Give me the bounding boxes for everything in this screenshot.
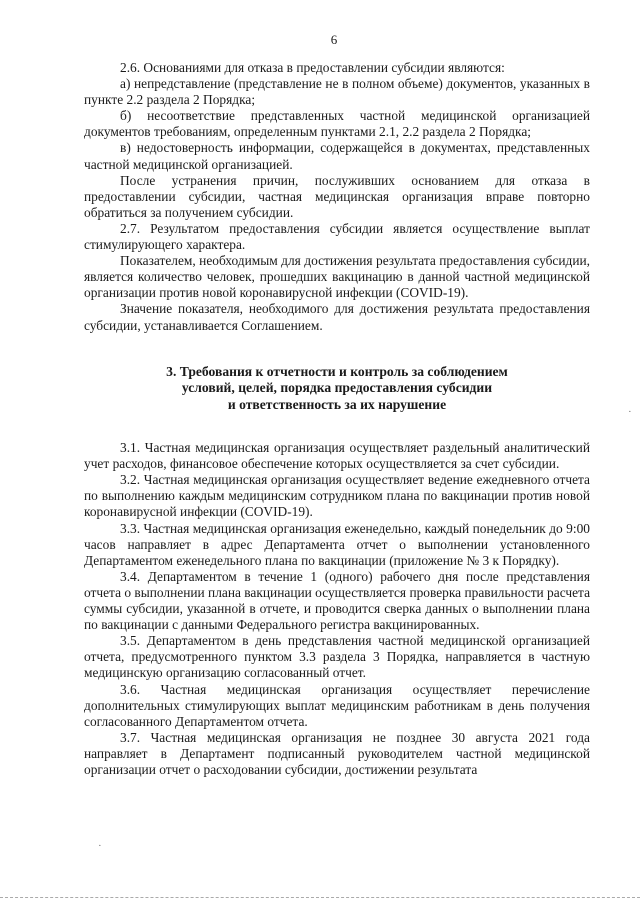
paragraph-2-6: 2.6. Основаниями для отказа в предоставлении субсидии являются: bbox=[120, 60, 505, 75]
scan-edge-line bbox=[0, 897, 640, 899]
paragraph-3-7: 3.7. Частная медицинская организация не позднее 30 августа 2021 года направляет в Департамент подписанный руководителем частной медицинской организации отчет о расходовании субсидии, достижении результата bbox=[84, 729, 590, 777]
heading-line-1: 3. Требования к отчетности и контроль за соблюдением bbox=[166, 363, 508, 379]
scan-mark-right: · bbox=[628, 406, 632, 418]
paragraph-3-3: 3.3. Частная медицинская организация еженедельно, каждый понедельник до 9:00 часов направляет в адрес Департамента отчет о выполнении установленного Департаментом еженедельного плана по вакцинации (приложение № 3 к Порядку). bbox=[84, 520, 590, 568]
paragraph-3-2: 3.2. Частная медицинская организация осуществляет ведение ежедневного отчета по выполнению каждым медицинским сотрудником плана по вакцинации против новой коронавирусной инфекции (COVID-19). bbox=[84, 472, 590, 520]
scan-mark-left: · bbox=[98, 840, 102, 852]
paragraph-3-4: 3.4. Департаментом в течение 1 (одного) рабочего дня после представления отчета о выполнении плана вакцинации осуществляется проверка правильности расчета суммы субсидии, указанной в отчете, и проводится сверка данных о выполнении плана по вакцинации с данными Федерального регистра вакцинированных. bbox=[84, 568, 591, 633]
paragraph-3-6: 3.6. Частная медицинская организация осуществляет перечисление дополнительных стимулирующих выплат медицинским работникам в день получения согласованного Департаментом отчета. bbox=[84, 681, 590, 729]
paragraph-3-5: 3.5. Департаментом в день представления частной медицинской организацией отчета, предусмотренного пунктом 3.3 раздела 3 Порядка, направляется в частную медицинскую организацию согласованный отчет. bbox=[84, 633, 590, 681]
paragraph-2-7-indicator: Показателем, необходимым для достижения результата предоставления субсидии, является количество человек, прошедших вакцинацию в данной частной медицинской организации против новой коронавирусной инфекции (COVID-19). bbox=[84, 253, 590, 301]
document-body bbox=[84, 60, 590, 778]
page-number: 6 bbox=[330, 32, 338, 47]
paragraph-2-6-reapply: После устранения причин, послуживших основанием для отказа в предоставлении субсидии, частная медицинская организация вправе повторно обратиться за получением субсидии. bbox=[84, 172, 590, 220]
paragraph-2-7-value: Значение показателя, необходимого для достижения результата предоставления субсидии, устанавливается Соглашением. bbox=[84, 301, 590, 333]
paragraph-2-6-v: в) недостоверность информации, содержащейся в документах, представленных частной медицинской организацией. bbox=[84, 140, 590, 172]
paragraph-3-1: 3.1. Частная медицинская организация осуществляет раздельный аналитический учет расходов, финансовое обеспечение которых осуществляется за счет субсидии. bbox=[84, 440, 590, 472]
section-3-heading bbox=[84, 364, 590, 414]
paragraph-2-6-a: а) непредставление (представление не в полном объеме) документов, указанных в пункте 2.2 раздела 2 Порядка; bbox=[84, 76, 590, 108]
paragraph-2-7: 2.7. Результатом предоставления субсидии является осуществление выплат стимулирующего характера. bbox=[84, 220, 590, 253]
heading-line-2: условий, целей, порядка предоставления субсидии bbox=[181, 380, 493, 396]
paragraph-2-6-b: б) несоответствие представленных частной медицинской организацией документов требованиям, определенным пунктами 2.1, 2.2 раздела 2 Порядка; bbox=[84, 108, 590, 140]
heading-line-3: и ответственность за их нарушение bbox=[227, 396, 447, 412]
